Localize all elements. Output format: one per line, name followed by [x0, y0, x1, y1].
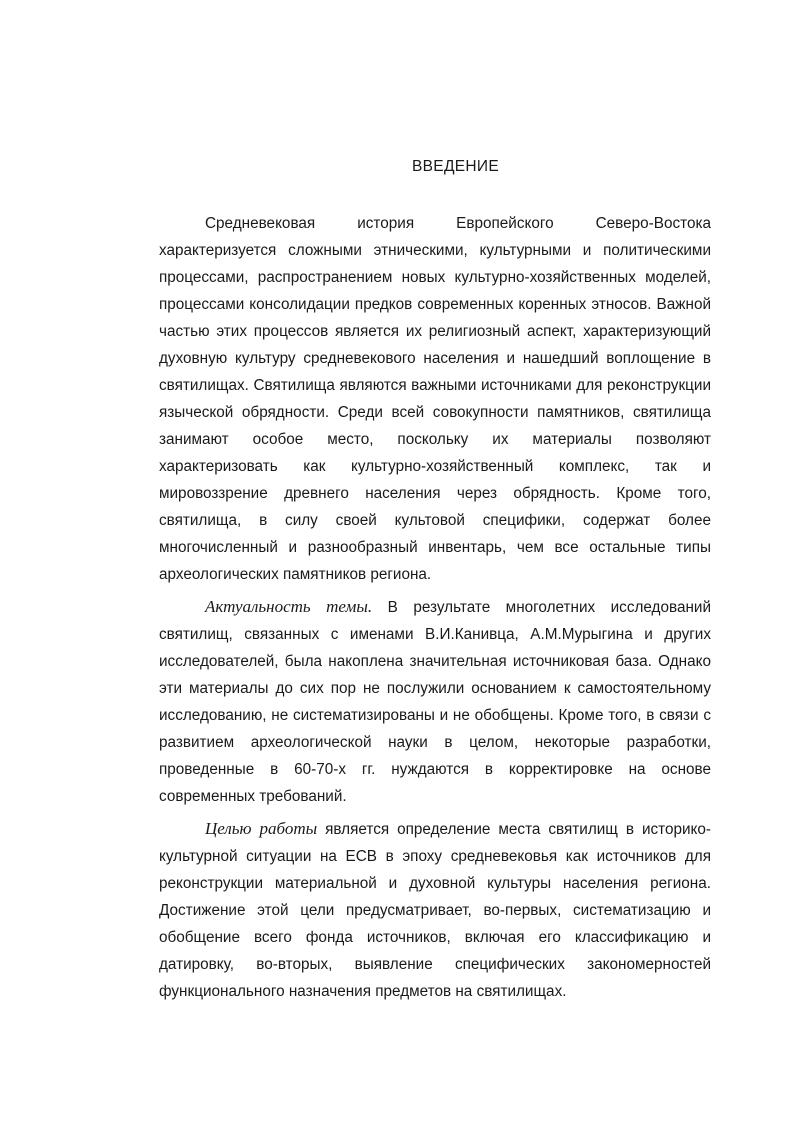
paragraph-3-text: является определение места святилищ в историко-культурной ситуации на ЕСВ в эпоху средневековья как источников для реконструкции материальной и духовной культуры населения региона. Достижение этой цели предусматривает, во-первых, систематизацию и обобщение всего фонда источников, включая его классификацию и датировку, во-вторых, выявление специфических закономерностей функционального назначения предметов на святилищах.	[159, 821, 711, 1000]
body-text	[159, 210, 711, 1010]
paragraph-3	[159, 815, 711, 1005]
paragraph-1-text: Средневековая история Европейского Северо-Востока характеризуется сложными этническими, культурными и политическими процессами, распространением новых культурно-хозяйственных моделей, процессами консолидации предков современных коренных этносов. Важной частью этих процессов является их религиозный аспект, характеризующий духовную культуру средневекового населения и нашедший воплощение в святилищах. Святилища являются важными источниками для реконструкции языческой обрядности. Среди всей совокупности памятников, святилища занимают особое место, поскольку их материалы позволяют характеризовать как культурно-хозяйственный комплекс, так и мировоззрение древнего населения через обрядность. Кроме того, святилища, в силу своей культовой специфики, содержат более многочисленный и разнообразный инвентарь, чем все остальные типы археологических памятников региона.	[159, 215, 711, 583]
paragraph-2	[159, 593, 711, 810]
paragraph-2-text: В результате многолетних исследований святилищ, связанных с именами В.И.Канивца, А.М.Мурыгина и других исследователей, была накоплена значительная источниковая база. Однако эти материалы до сих пор не послужили основанием к самостоятельному исследованию, не систематизированы и не обобщены. Кроме того, в связи с развитием археологической науки в целом, некоторые разработки, проведенные в 60-70-х гг. нуждаются в корректировке на основе современных требований.	[159, 599, 711, 805]
page-title: ВВЕДЕНИЕ	[412, 158, 499, 175]
paragraph-1	[159, 210, 711, 588]
paragraph-2-lead: Актуальность темы.	[205, 597, 373, 616]
paragraph-3-lead: Целью работы	[205, 819, 318, 838]
